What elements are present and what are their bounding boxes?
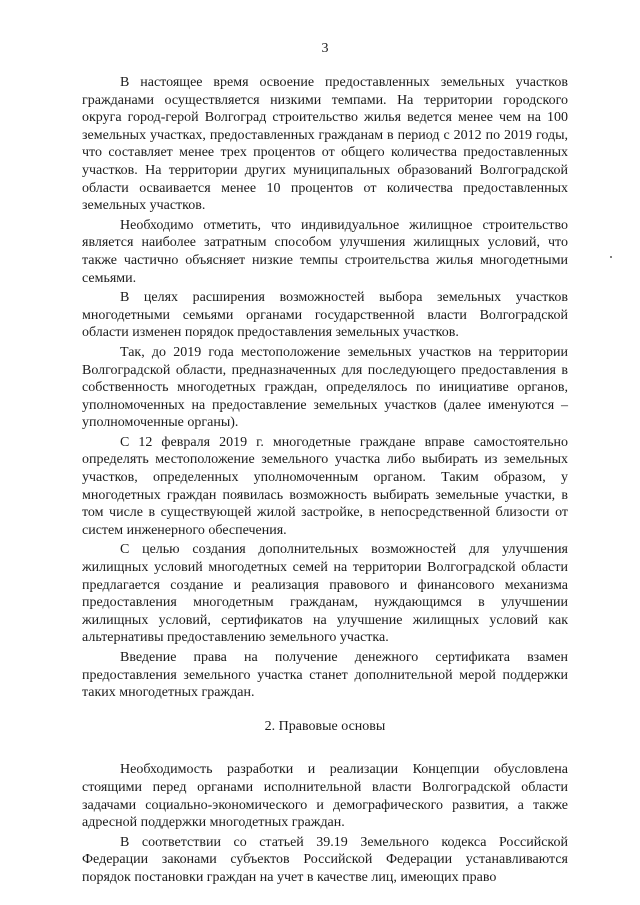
document-body xyxy=(82,74,568,887)
paragraph: С 12 февраля 2019 г. многодетные граждане вправе самостоятельно определять местоположение земельного участка либо выбирать из земельных участков, определенных уполномоченным органом. Таким образом, у многодетных граждан появилась возможность выбирать земельные участки, в том числе в существующей жилой застройке, в непосредственной близости от систем инженерного обеспечения. xyxy=(82,434,568,538)
paragraph: Введение права на получение денежного сертификата взамен предоставления земельного участка станет дополнительной мерой поддержки таких многодетных граждан. xyxy=(82,650,568,701)
paragraph: С целью создания дополнительных возможностей для улучшения жилищных условий многодетных семей на территории Волгоградской области предлагается создание и реализация правового и финансового механизма предоставления многодетным гражданам, нуждающимся в улучшении жилищных условий, сертификатов на улучшение жилищных условий как альтернативы предоставлению земельного участка. xyxy=(82,542,568,646)
paragraph: В целях расширения возможностей выбора земельных участков многодетными семьями органами государственной власти Волгоградской области изменен порядок предоставления земельных участков. xyxy=(82,290,568,341)
document-page xyxy=(82,0,568,905)
paragraph: В настоящее время освоение предоставленных земельных участков гражданами осуществляется низкими темпами. На территории городского округа город-герой Волгоград строительство жилья ведется менее чем на 100 земельных участках, предоставленных гражданам в период с 2012 по 2019 годы, что составляет менее трех процентов от общего количества предоставленных участков. На территории других муниципальных образований Волгоградской области осваивается менее 10 процентов от количества предоставленных земельных участков. xyxy=(82,75,568,214)
paragraph: Необходимо отметить, что индивидуальное жилищное строительство является наиболее затратным способом улучшения жилищных условий, что также частично объясняет низкие темпы строительства жилья многодетными семьями. xyxy=(82,217,568,286)
paragraph: Необходимость разработки и реализации Концепции обусловлена стоящими перед органами исполнительной власти Волгоградской области задачами социально-экономического и демографического развития, а также адресной поддержки многодетных граждан. xyxy=(82,762,568,831)
section-heading: 2. Правовые основы xyxy=(264,718,386,734)
scan-speck xyxy=(610,256,612,258)
paragraph: В соответствии со статьей 39.19 Земельного кодекса Российской Федерации законами субъектов Российской Федерации устанавливаются порядок постановки граждан на учет в качестве лиц, имеющих право xyxy=(82,834,568,885)
page-number: 3 xyxy=(321,41,329,56)
paragraph: Так, до 2019 года местоположение земельных участков на территории Волгоградской области, предназначенных для последующего предоставления в собственность многодетных граждан, определялось по инициативе органов, уполномоченных на предоставление земельных участков (далее именуются – уполномоченные органы). xyxy=(82,344,568,431)
